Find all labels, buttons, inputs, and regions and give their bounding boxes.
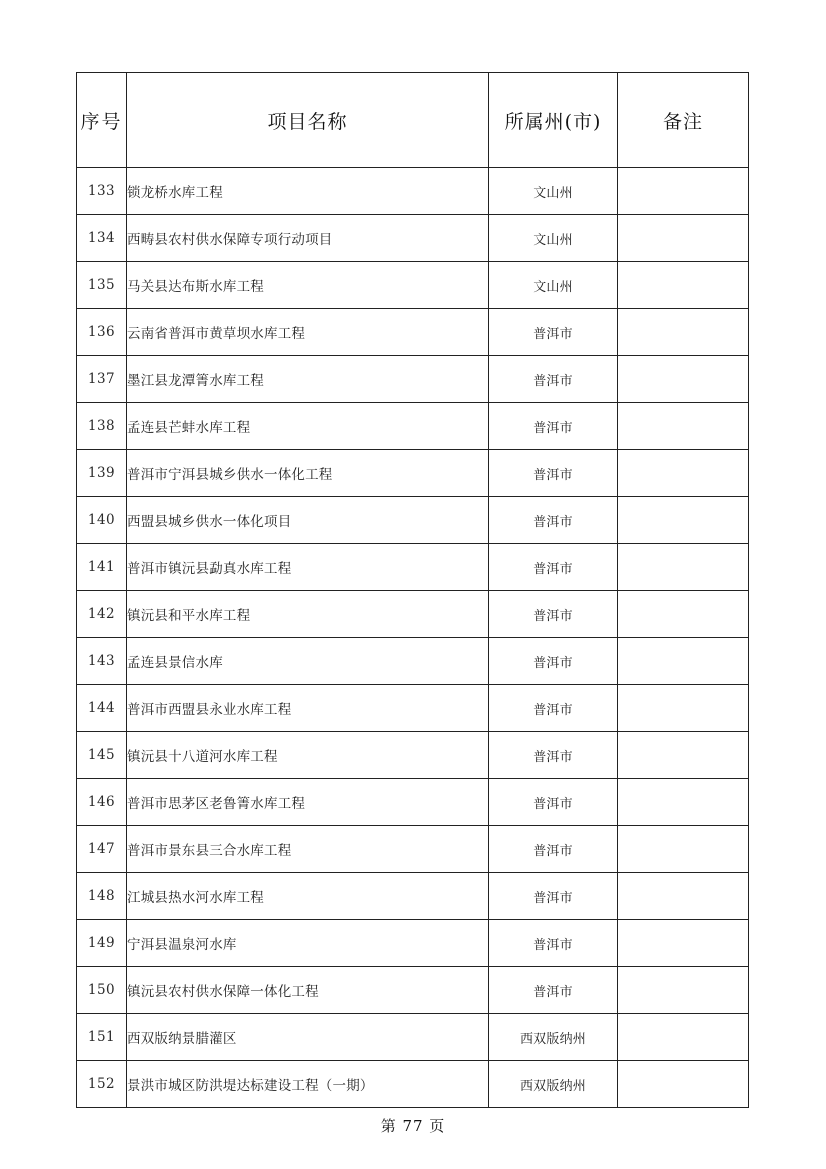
column-header-region: 所属州(市): [489, 73, 618, 168]
table-row: [77, 497, 749, 544]
table-row: [77, 638, 749, 685]
cell-project-name: 孟连县芒蚌水库工程: [127, 403, 489, 450]
cell-project-name: 马关县达布斯水库工程: [127, 262, 489, 309]
table-row: [77, 967, 749, 1014]
column-header-index: 序号: [77, 73, 127, 168]
cell-remark: [618, 638, 749, 685]
cell-remark: [618, 168, 749, 215]
cell-index: 149: [77, 920, 127, 967]
cell-project-name: 普洱市景东县三合水库工程: [127, 826, 489, 873]
cell-remark: [618, 262, 749, 309]
table-row: [77, 685, 749, 732]
cell-index: 136: [77, 309, 127, 356]
table-row: [77, 591, 749, 638]
cell-project-name: 西双版纳景腊灌区: [127, 1014, 489, 1061]
cell-project-name: 景洪市城区防洪堤达标建设工程（一期）: [127, 1061, 489, 1108]
cell-remark: [618, 732, 749, 779]
table-row: [77, 262, 749, 309]
page-number-footer: 第 77 页: [380, 1117, 446, 1135]
cell-index: 139: [77, 450, 127, 497]
cell-remark: [618, 215, 749, 262]
table-row: [77, 826, 749, 873]
cell-index: 134: [77, 215, 127, 262]
cell-index: 145: [77, 732, 127, 779]
cell-index: 150: [77, 967, 127, 1014]
cell-index: 143: [77, 638, 127, 685]
column-header-remark: 备注: [618, 73, 749, 168]
cell-project-name: 普洱市思茅区老鲁箐水库工程: [127, 779, 489, 826]
cell-region: 普洱市: [489, 826, 618, 873]
cell-remark: [618, 544, 749, 591]
cell-remark: [618, 1061, 749, 1108]
project-table-container: [76, 72, 748, 1108]
cell-project-name: 普洱市宁洱县城乡供水一体化工程: [127, 450, 489, 497]
cell-region: 西双版纳州: [489, 1061, 618, 1108]
cell-project-name: 镇沅县和平水库工程: [127, 591, 489, 638]
cell-remark: [618, 779, 749, 826]
cell-remark: [618, 403, 749, 450]
cell-remark: [618, 497, 749, 544]
table-row: [77, 403, 749, 450]
table-row: [77, 1061, 749, 1108]
cell-region: 文山州: [489, 262, 618, 309]
cell-region: 普洱市: [489, 732, 618, 779]
cell-index: 133: [77, 168, 127, 215]
cell-project-name: 西畴县农村供水保障专项行动项目: [127, 215, 489, 262]
cell-project-name: 西盟县城乡供水一体化项目: [127, 497, 489, 544]
cell-index: 151: [77, 1014, 127, 1061]
project-table: [76, 72, 749, 1108]
cell-remark: [618, 591, 749, 638]
table-row: [77, 309, 749, 356]
cell-region: 普洱市: [489, 356, 618, 403]
cell-region: 西双版纳州: [489, 1014, 618, 1061]
cell-region: 文山州: [489, 215, 618, 262]
cell-project-name: 镇沅县十八道河水库工程: [127, 732, 489, 779]
cell-project-name: 锁龙桥水库工程: [127, 168, 489, 215]
cell-index: 147: [77, 826, 127, 873]
cell-project-name: 墨江县龙潭箐水库工程: [127, 356, 489, 403]
cell-remark: [618, 309, 749, 356]
table-header-row: [77, 73, 749, 168]
cell-project-name: 云南省普洱市黄草坝水库工程: [127, 309, 489, 356]
cell-region: 普洱市: [489, 591, 618, 638]
cell-region: 普洱市: [489, 967, 618, 1014]
table-row: [77, 1014, 749, 1061]
cell-region: 普洱市: [489, 920, 618, 967]
cell-project-name: 普洱市西盟县永业水库工程: [127, 685, 489, 732]
cell-region: 普洱市: [489, 873, 618, 920]
cell-remark: [618, 356, 749, 403]
cell-index: 140: [77, 497, 127, 544]
cell-index: 148: [77, 873, 127, 920]
cell-region: 普洱市: [489, 450, 618, 497]
cell-region: 普洱市: [489, 309, 618, 356]
cell-region: 普洱市: [489, 497, 618, 544]
table-row: [77, 356, 749, 403]
cell-region: 普洱市: [489, 779, 618, 826]
cell-region: 普洱市: [489, 544, 618, 591]
table-row: [77, 732, 749, 779]
column-header-name: 项目名称: [127, 73, 489, 168]
cell-remark: [618, 920, 749, 967]
cell-index: 152: [77, 1061, 127, 1108]
cell-region: 普洱市: [489, 403, 618, 450]
cell-remark: [618, 967, 749, 1014]
cell-project-name: 江城县热水河水库工程: [127, 873, 489, 920]
cell-remark: [618, 873, 749, 920]
table-row: [77, 450, 749, 497]
cell-index: 138: [77, 403, 127, 450]
table-row: [77, 215, 749, 262]
cell-remark: [618, 1014, 749, 1061]
cell-remark: [618, 826, 749, 873]
cell-index: 146: [77, 779, 127, 826]
cell-index: 144: [77, 685, 127, 732]
cell-project-name: 孟连县景信水库: [127, 638, 489, 685]
table-row: [77, 168, 749, 215]
cell-project-name: 镇沅县农村供水保障一体化工程: [127, 967, 489, 1014]
table-row: [77, 779, 749, 826]
cell-region: 文山州: [489, 168, 618, 215]
cell-region: 普洱市: [489, 638, 618, 685]
table-body: [77, 168, 749, 1108]
cell-index: 141: [77, 544, 127, 591]
cell-project-name: 普洱市镇沅县勐真水库工程: [127, 544, 489, 591]
table-header: [77, 73, 749, 168]
cell-remark: [618, 450, 749, 497]
cell-index: 137: [77, 356, 127, 403]
table-row: [77, 920, 749, 967]
cell-region: 普洱市: [489, 685, 618, 732]
table-row: [77, 873, 749, 920]
cell-remark: [618, 685, 749, 732]
cell-project-name: 宁洱县温泉河水库: [127, 920, 489, 967]
table-row: [77, 544, 749, 591]
cell-index: 142: [77, 591, 127, 638]
cell-index: 135: [77, 262, 127, 309]
